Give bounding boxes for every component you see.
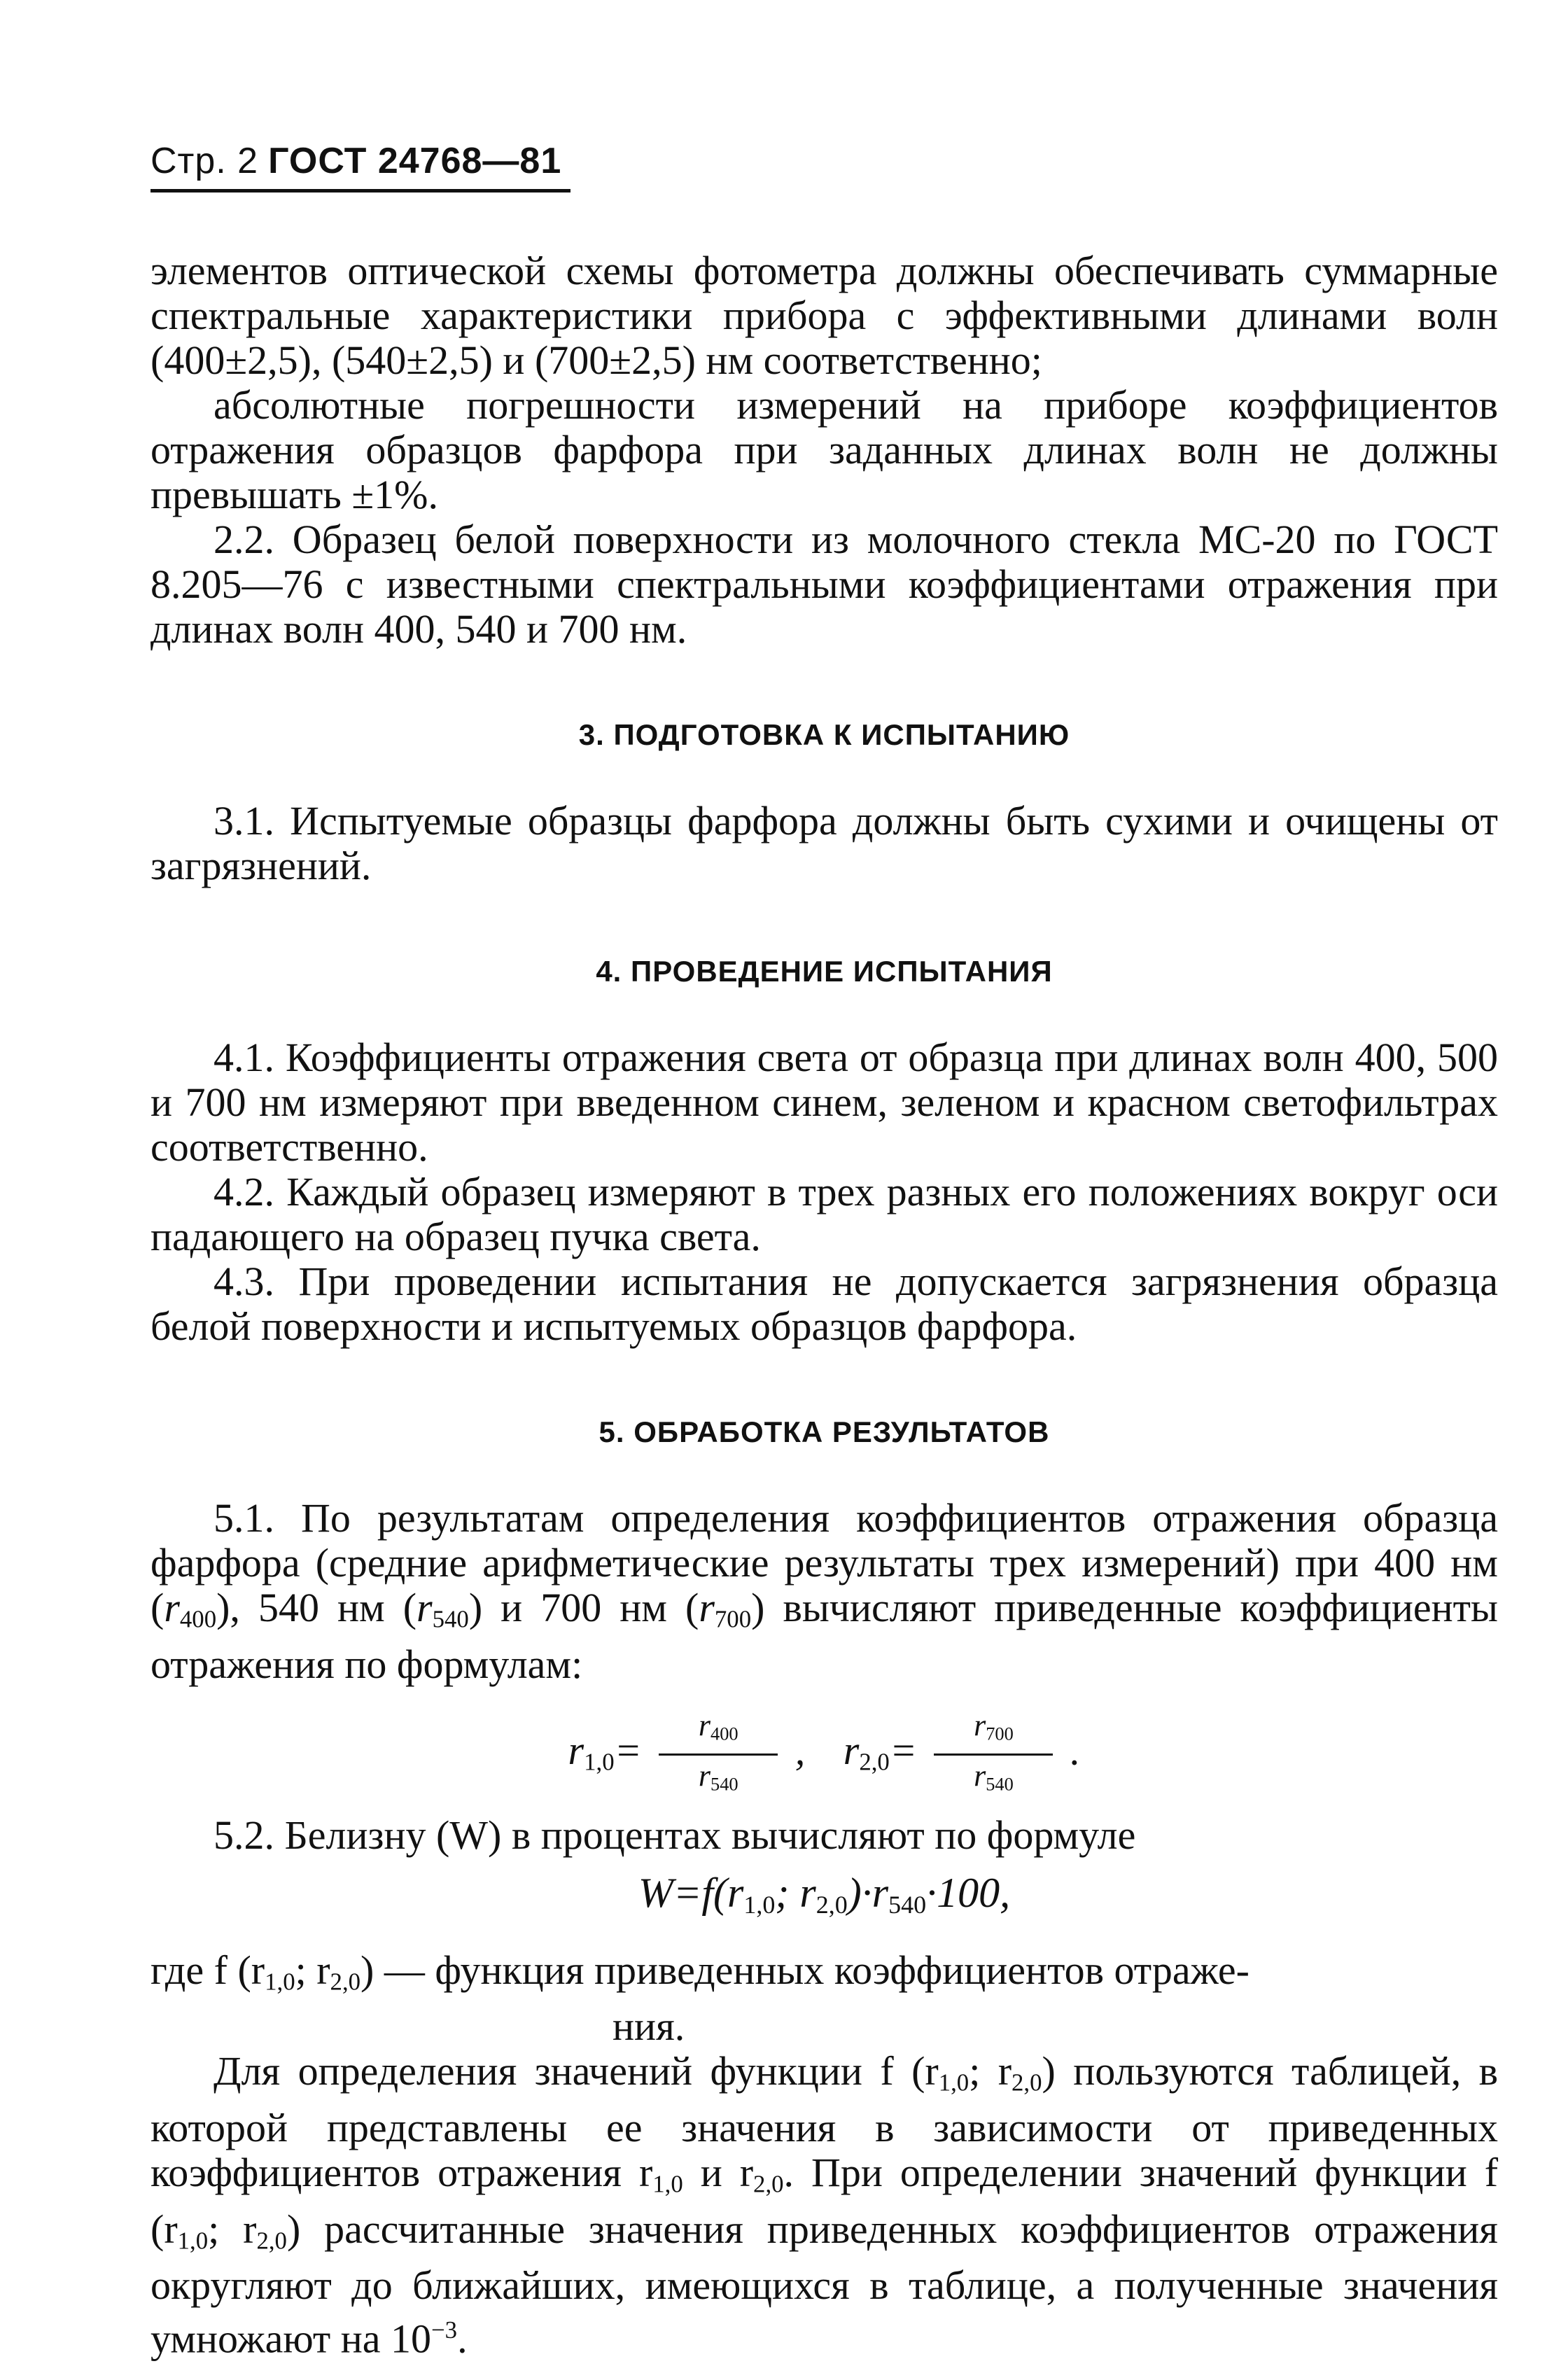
- paragraph-2-2: 2.2. Образец белой поверхности из молочного стекла МС-20 по ГОСТ 8.205—76 с известными спектральными коэффициентами отражения при длинах волн 400, 540 и 700 нм.: [150, 517, 1498, 652]
- paragraph-4-1: 4.1. Коэффициенты отражения света от образца при длинах волн 400, 500 и 700 нм измеряют при введенном синем, зеленом и красном светофильтрах соответственно.: [150, 1035, 1498, 1170]
- paragraph-4-2: 4.2. Каждый образец измеряют в трех разных его положениях вокруг оси падающего на образец пучка света.: [150, 1169, 1498, 1259]
- paragraph-where: где f ($r_{1,0}$; $r_{2,0}$) — функция приведенных коэффициентов отраже- ния.: [150, 1947, 1250, 2050]
- page-header: [150, 140, 561, 182]
- r10-symbol: $r_{1,0}=$: [568, 1728, 642, 1776]
- paragraph-3-1: 3.1. Испытуемые образцы фарфора должны быть сухими и очищены от загрязнений.: [150, 798, 1498, 888]
- section-3-title: 3. ПОДГОТОВКА К ИСПЫТАНИЮ: [578, 718, 1070, 751]
- section-5-title: 5. ОБРАБОТКА РЕЗУЛЬТАТОВ: [598, 1415, 1050, 1448]
- formula-whiteness: $W=f(r_{1,0}$; $r_{2,0})\cdot r_{540}\cdot 100$,: [638, 1869, 1011, 1919]
- paragraph-absolute-errors: абсолютные погрешности измерений на приборе коэффициентов отражения образцов фарфора при заданных длинах волн не должны превышать ±1%.: [150, 382, 1498, 517]
- formula-reduced-coefficients: $r_{1,0}=$ $\frac{r_{400}}{r_{540}}$ , $r_{2,0}=$ $\frac{r_{700}}{r_{540}}$ .: [150, 1708, 1498, 1813]
- paragraph-5-1: 5.1. По результатам определения коэффициентов отражения образца фарфора (средние арифметические результаты трех измерений) при 400 нм $(r_{400})$, 540 нм $(r_{540})$ и 700 нм $(r_{700})$ вычисляют приведенные коэффициенты отражения по формулам:: [150, 1495, 1498, 1687]
- r20-symbol: $r_{2,0}=$: [843, 1728, 917, 1776]
- header-rule: [150, 189, 570, 192]
- document-body: [150, 248, 1498, 2362]
- section-4-title: 4. ПРОВЕДЕНИЕ ИСПЫТАНИЯ: [596, 955, 1053, 988]
- paragraph-5-2: 5.2. Белизну (W) в процентах вычисляют по формуле: [214, 1812, 1136, 1858]
- paragraph-optical-scheme: элементов оптической схемы фотометра должны обеспечивать суммарные спектральные характеристики прибора с эффективными длинами волн (400±2,5), (540±2,5) и (700±2,5) нм соответственно;: [150, 248, 1498, 383]
- fraction-r400-r540: $\frac{r_{400}}{r_{540}}$: [659, 1708, 778, 1802]
- paragraph-table-usage: Для определения значений функции f ($r_{1,0}$; $r_{2,0}$) пользуются таблицей, в которой представлены ее значения в зависимости от приведенных коэффициентов отражения $r_{1,0}$ и $r_{2,0}$. При определении значений функции f ($r_{1,0}$; $r_{2,0}$) рассчитанные значения приведенных коэффициентов отражения округляют до ближайших, имеющихся в таблице, а полученные значения умножают на $10^{-3}$.: [150, 2048, 1499, 2362]
- paragraph-4-3: 4.3. При проведении испытания не допускается загрязнения образца белой поверхности и испытуемых образцов фарфора.: [150, 1259, 1498, 1349]
- fraction-r700-r540: $\frac{r_{700}}{r_{540}}$: [934, 1708, 1053, 1802]
- page-number: Стр. 2: [150, 141, 259, 181]
- standard-number: ГОСТ 24768—81: [268, 141, 562, 181]
